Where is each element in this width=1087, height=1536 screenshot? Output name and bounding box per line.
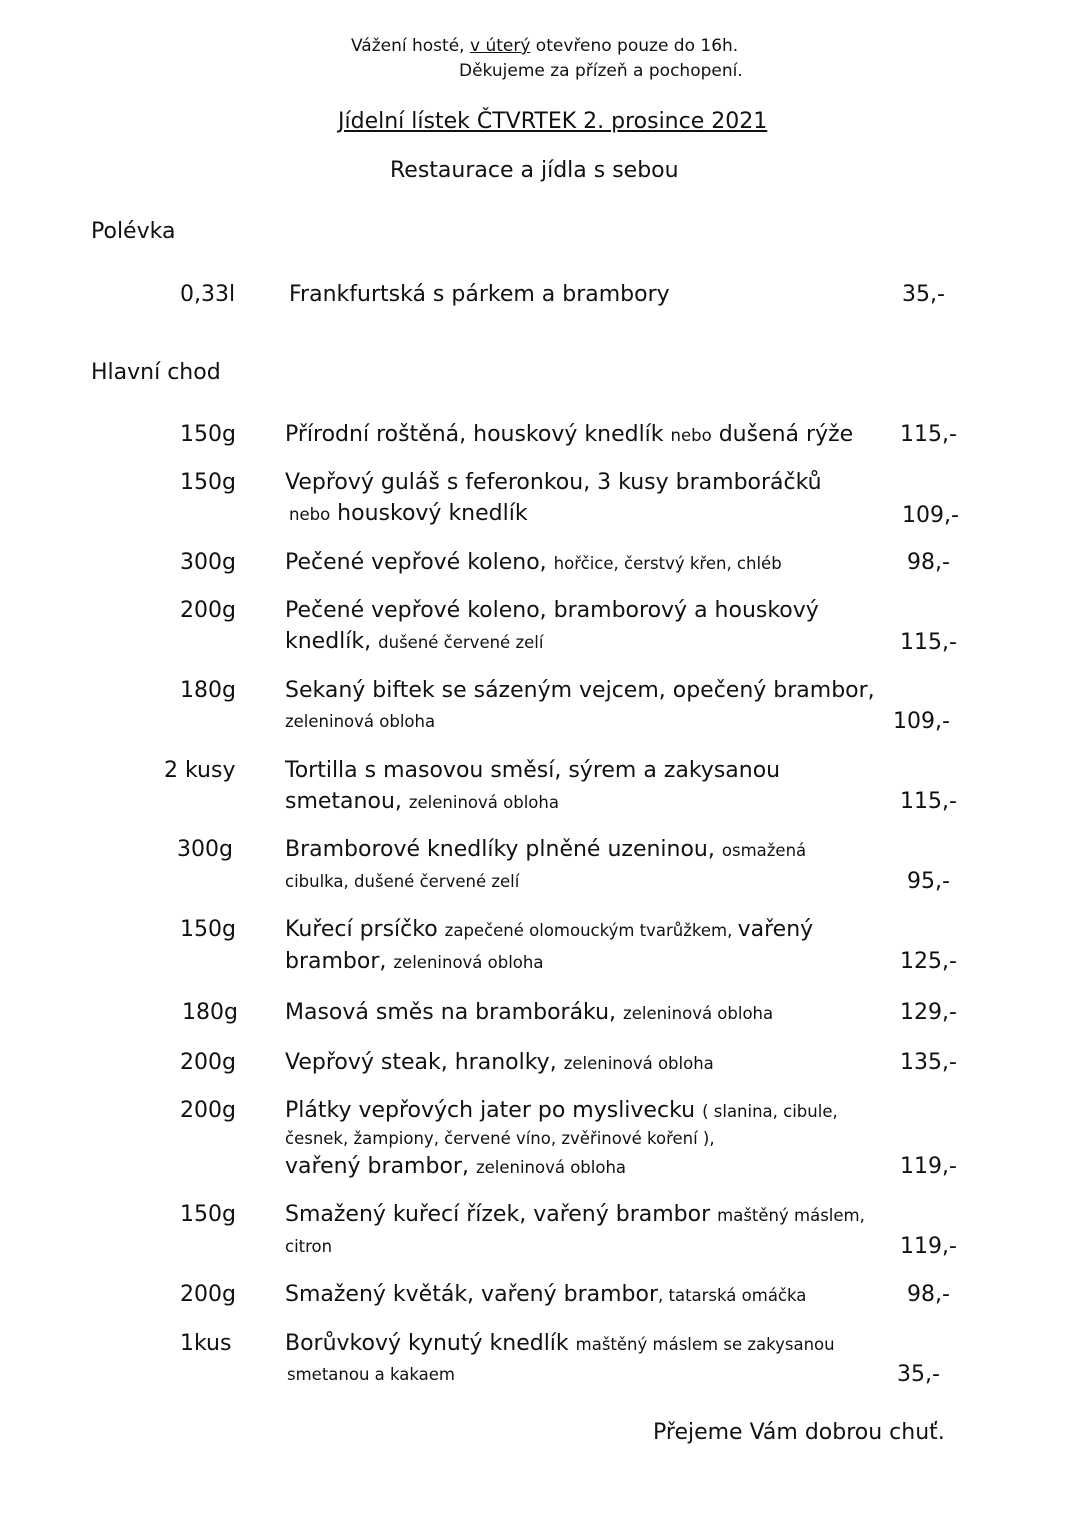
item-price: 119,- xyxy=(900,1154,957,1179)
item-detail-text: dušené červené zelí xyxy=(378,633,544,652)
item-price: 115,- xyxy=(900,422,957,447)
item-main-text: smetanou, xyxy=(285,789,409,814)
item-qty: 180g xyxy=(180,678,236,703)
item-qty: 200g xyxy=(180,1050,236,1075)
item-main-text: Smažený květák, vařený brambor xyxy=(285,1282,658,1307)
item-qty: 150g xyxy=(180,917,236,942)
item-price: 109,- xyxy=(902,503,959,528)
section-soup: Polévka xyxy=(91,219,176,244)
item-line: Sekaný biftek se sázeným vejcem, opečený brambor, xyxy=(285,678,875,703)
item-detail-text: zapečené olomouckým tvarůžkem, xyxy=(444,921,738,940)
item-price: 109,- xyxy=(893,709,950,734)
item-line: Vepřový guláš s feferonkou, 3 kusy bramboráčků xyxy=(285,470,822,495)
item-detail-line: citron xyxy=(285,1237,333,1256)
notice-line-1 xyxy=(351,36,738,56)
item-line xyxy=(285,1202,865,1227)
item-main-text: dušená rýže xyxy=(711,422,854,447)
item-line xyxy=(285,789,559,814)
notice-line-2: Děkujeme za přízeň a pochopení. xyxy=(459,61,743,81)
item-line xyxy=(285,917,813,942)
item-detail-text: osmažená xyxy=(721,841,807,860)
item-qty: 2 kusy xyxy=(164,758,236,783)
item-line xyxy=(285,1000,773,1025)
item-detail-text: zeleninová obloha xyxy=(623,1004,774,1023)
item-price: 95,- xyxy=(907,869,950,894)
item-detail-text: hořčice, čerstvý křen, chléb xyxy=(553,554,782,573)
notice-text: otevřeno pouze do 16h. xyxy=(530,36,739,56)
item-qty: 200g xyxy=(180,598,236,623)
item-main-text: brambor, xyxy=(285,949,394,974)
item-line xyxy=(285,1154,626,1179)
item-price: 115,- xyxy=(900,630,957,655)
item-qty: 300g xyxy=(180,550,236,575)
item-detail-text: nebo xyxy=(670,426,712,445)
item-qty: 1kus xyxy=(180,1331,232,1356)
item-line xyxy=(285,1050,714,1075)
page-title: Jídelní lístek ČTVRTEK 2. prosince 2021 xyxy=(338,109,768,134)
notice-text: Vážení hosté, xyxy=(351,36,470,56)
item-line xyxy=(285,422,853,447)
item-qty: 200g xyxy=(180,1282,236,1307)
item-detail-text: nebo xyxy=(289,505,331,524)
soup-name: Frankfurtská s párkem a brambory xyxy=(289,282,670,307)
item-price: 125,- xyxy=(900,949,957,974)
item-main-text: Přírodní roštěná, houskový knedlík xyxy=(285,422,671,447)
notice-day: v úterý xyxy=(469,36,531,56)
item-main-text: Borůvkový kynutý knedlík xyxy=(285,1331,576,1356)
item-price: 98,- xyxy=(907,1282,950,1307)
item-main-text: vařený xyxy=(737,917,814,942)
item-detail-line: česnek, žampiony, červené víno, zvěřinové koření ), xyxy=(285,1129,715,1148)
item-line xyxy=(285,949,543,974)
item-line xyxy=(285,550,782,575)
item-detail-text: zeleninová obloha xyxy=(408,793,559,812)
item-qty: 300g xyxy=(177,837,233,862)
item-qty: 150g xyxy=(180,1202,236,1227)
item-line xyxy=(285,1331,835,1356)
item-detail-text: ( slanina, cibule, xyxy=(702,1102,838,1121)
item-qty: 180g xyxy=(182,1000,238,1025)
item-detail-line: smetanou a kakaem xyxy=(287,1365,455,1384)
item-detail-line: cibulka, dušené červené zelí xyxy=(285,872,520,891)
item-detail-text: zeleninová obloha xyxy=(563,1054,714,1073)
page-subtitle: Restaurace a jídla s sebou xyxy=(390,158,679,183)
item-line xyxy=(289,501,528,526)
item-main-text: Pečené vepřové koleno, xyxy=(285,550,554,575)
item-detail-text: , tatarská omáčka xyxy=(658,1286,807,1305)
item-main-text: Smažený kuřecí řízek, vařený brambor xyxy=(285,1202,718,1227)
item-main-text: Vepřový steak, hranolky, xyxy=(285,1050,564,1075)
item-main-text: Plátky vepřových jater po myslivecku xyxy=(285,1098,703,1123)
item-qty: 150g xyxy=(180,470,236,495)
item-detail-text: zeleninová obloha xyxy=(393,953,544,972)
item-line xyxy=(285,1282,806,1307)
item-line: Pečené vepřové koleno, bramborový a houskový xyxy=(285,598,819,623)
item-line xyxy=(285,629,543,654)
item-main-text: Bramborové knedlíky plněné uzeninou, xyxy=(285,837,722,862)
item-main-text: houskový knedlík xyxy=(330,501,528,526)
item-line xyxy=(285,1098,838,1123)
item-price: 115,- xyxy=(900,789,957,814)
item-line: Tortilla s masovou směsí, sýrem a zakysanou xyxy=(285,758,781,783)
item-detail-text: maštěný máslem se zakysanou xyxy=(575,1335,835,1354)
item-detail-text: maštěný máslem, xyxy=(717,1206,865,1225)
item-price: 98,- xyxy=(907,550,950,575)
item-price: 135,- xyxy=(900,1050,957,1075)
item-main-text: vařený brambor, xyxy=(285,1154,476,1179)
item-price: 35,- xyxy=(897,1362,940,1387)
soup-qty: 0,33l xyxy=(180,282,236,307)
item-price: 119,- xyxy=(900,1234,957,1259)
item-detail-line: zeleninová obloha xyxy=(285,712,436,731)
item-price: 129,- xyxy=(900,1000,957,1025)
section-main: Hlavní chod xyxy=(91,360,221,385)
item-main-text: Kuřecí prsíčko xyxy=(285,917,445,942)
item-line xyxy=(285,837,806,862)
closing-message: Přejeme Vám dobrou chuť. xyxy=(653,1420,945,1445)
item-main-text: Masová směs na bramboráku, xyxy=(285,1000,624,1025)
item-qty: 200g xyxy=(180,1098,236,1123)
item-main-text: knedlík, xyxy=(285,629,379,654)
soup-price: 35,- xyxy=(902,282,945,307)
item-qty: 150g xyxy=(180,422,236,447)
item-detail-text: zeleninová obloha xyxy=(475,1158,627,1177)
